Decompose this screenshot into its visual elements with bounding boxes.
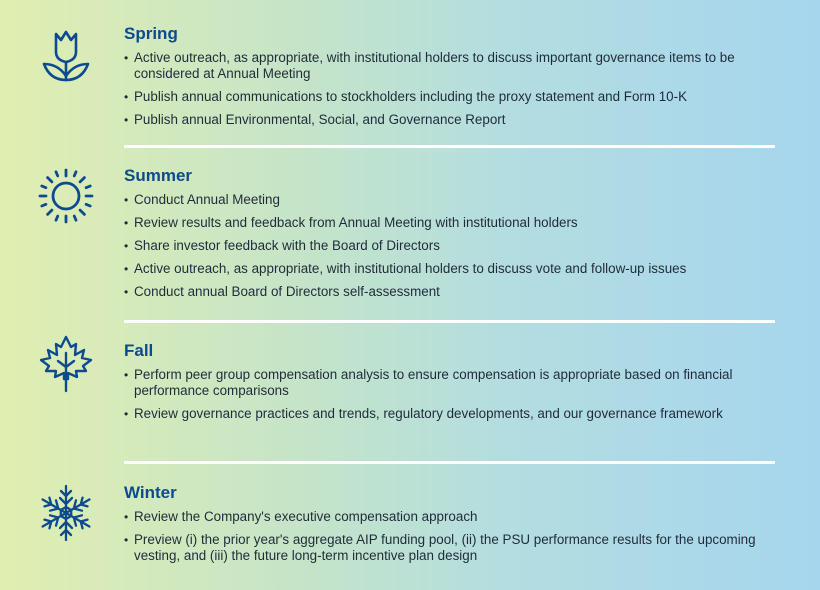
list-item: • Active outreach, as appropriate, with institutional holders to discuss vote and follow-up issues — [124, 261, 784, 277]
list-item: • Conduct Annual Meeting — [124, 192, 784, 208]
section-divider — [124, 320, 775, 323]
list-item: • Active outreach, as appropriate, with institutional holders to discuss important governance items to be considered at Annual Meeting — [124, 50, 784, 82]
list-item: • Perform peer group compensation analysis to ensure compensation is appropriate based on financial performance comparisons — [124, 367, 784, 399]
tulip-icon — [36, 26, 96, 86]
section-heading: Spring — [124, 24, 178, 43]
section-divider — [124, 145, 775, 148]
list-item: • Share investor feedback with the Board of Directors — [124, 238, 784, 254]
section-divider — [124, 461, 775, 464]
list-item: • Conduct annual Board of Directors self-assessment — [124, 284, 784, 300]
bullet-list — [124, 367, 784, 422]
list-item: • Review results and feedback from Annual Meeting with institutional holders — [124, 215, 784, 231]
bullet-list — [124, 50, 784, 128]
sun-icon — [36, 166, 96, 226]
section-heading: Winter — [124, 483, 177, 502]
maple-leaf-icon — [36, 333, 96, 393]
list-item: • Review the Company's executive compensation approach — [124, 509, 784, 525]
section-heading: Fall — [124, 341, 154, 360]
list-item: • Review governance practices and trends, regulatory developments, and our governance framework — [124, 406, 784, 422]
section-heading: Summer — [124, 166, 193, 185]
list-item: • Preview (i) the prior year's aggregate AIP funding pool, (ii) the PSU performance results for the upcoming vesting, and (iii) the future long-term incentive plan design — [124, 532, 784, 564]
snowflake-icon — [36, 483, 96, 543]
bullet-list — [124, 509, 784, 564]
list-item: • Publish annual Environmental, Social, and Governance Report — [124, 112, 784, 128]
bullet-list — [124, 192, 784, 300]
list-item: • Publish annual communications to stockholders including the proxy statement and Form 10-K — [124, 89, 784, 105]
